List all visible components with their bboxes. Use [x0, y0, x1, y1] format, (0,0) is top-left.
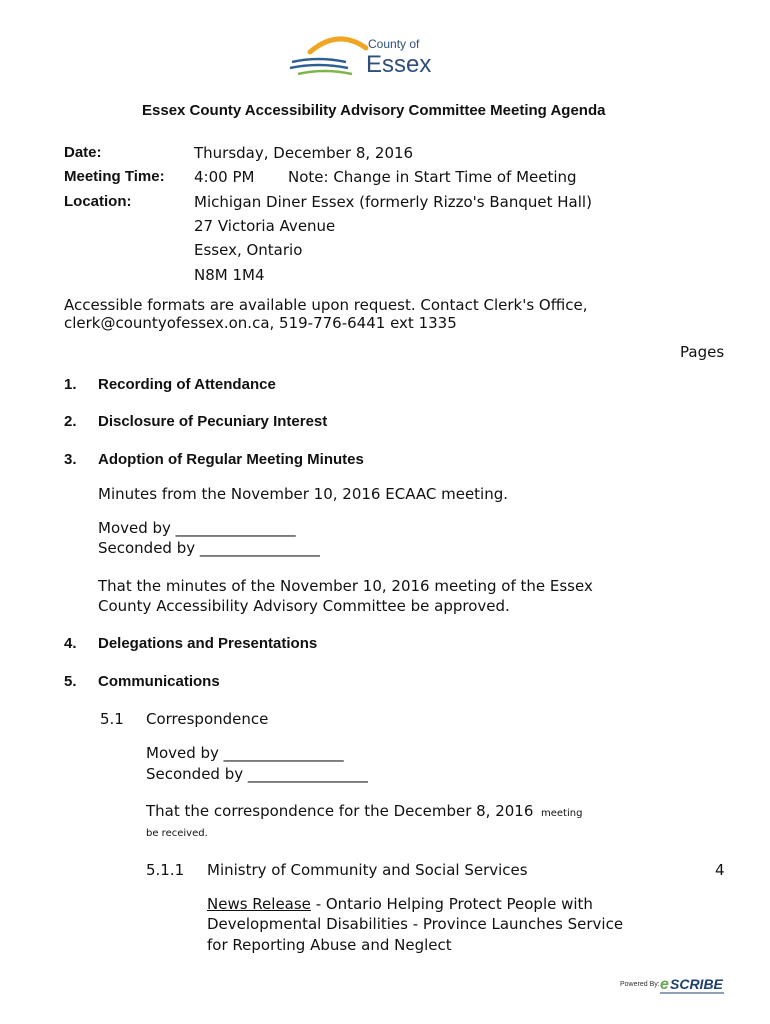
motion-small: be received. — [146, 828, 208, 839]
motion-line: That the correspondence for the December 8, 2016 — [146, 802, 534, 820]
page-title: Essex County Accessibility Advisory Committee Meeting Agenda — [142, 102, 606, 119]
accessible-line1: Accessible formats are available upon request. Contact Clerk's Office, — [64, 296, 588, 314]
accessible-line2: clerk@countyofessex.on.ca, 519-776-6441 ext 1335 — [64, 314, 457, 332]
location-line: Michigan Diner Essex (formerly Rizzo's Banquet Hall) — [194, 193, 592, 211]
motion-line: That the minutes of the November 10, 2016 meeting of the Essex — [98, 577, 593, 595]
subitem-number: 5.1.1 — [146, 861, 185, 879]
desc-line: Developmental Disabilities - Province Launches Service — [207, 915, 624, 933]
desc-line: for Reporting Abuse and Neglect — [207, 936, 452, 954]
item-title-communications: Communications — [98, 673, 220, 690]
date-value: Thursday, December 8, 2016 — [194, 144, 414, 162]
logo-line1: County of — [368, 37, 420, 51]
pages-header: Pages — [680, 343, 725, 361]
subitem-title-ministry: Ministry of Community and Social Services — [207, 861, 528, 879]
motion-small: meeting — [541, 808, 583, 819]
location-label: Location: — [64, 193, 132, 210]
page-number: 4 — [715, 861, 725, 879]
county-of-essex-logo — [288, 30, 438, 82]
moved-by: Moved by ________________ — [146, 744, 344, 762]
seconded-by: Seconded by ________________ — [146, 765, 368, 783]
seconded-by: Seconded by ________________ — [98, 539, 320, 557]
subitem-title-correspondence: Correspondence — [146, 710, 269, 728]
date-label: Date: — [64, 144, 102, 161]
item-number: 1. — [64, 376, 77, 393]
item-number: 3. — [64, 451, 77, 468]
minutes-text: Minutes from the November 10, 2016 ECAAC meeting. — [98, 485, 509, 503]
motion-line: County Accessibility Advisory Committee be approved. — [98, 597, 510, 615]
item-title-minutes: Adoption of Regular Meeting Minutes — [98, 451, 364, 468]
powered-by-text: Powered By: — [620, 981, 660, 988]
item-title-pecuniary: Disclosure of Pecuniary Interest — [98, 413, 328, 430]
escribe-brand: SCRIBE — [670, 976, 723, 992]
escribe-logo — [620, 973, 730, 999]
desc-line: - Ontario Helping Protect People with — [310, 895, 593, 913]
location-line: Essex, Ontario — [194, 241, 303, 259]
time-value: 4:00 PM — [194, 168, 255, 186]
subitem-number: 5.1 — [100, 710, 124, 728]
location-line: 27 Victoria Avenue — [194, 217, 336, 235]
moved-by: Moved by ________________ — [98, 519, 296, 537]
item-title-delegations: Delegations and Presentations — [98, 635, 318, 652]
svg-text:e: e — [660, 976, 669, 993]
item-number: 5. — [64, 673, 77, 690]
location-line: N8M 1M4 — [194, 266, 265, 284]
news-release-link[interactable]: News Release — [207, 895, 311, 913]
time-label: Meeting Time: — [64, 168, 165, 185]
item-number: 4. — [64, 635, 77, 652]
item-title-attendance: Recording of Attendance — [98, 376, 276, 393]
item-number: 2. — [64, 413, 77, 430]
time-note: Note: Change in Start Time of Meeting — [288, 168, 577, 186]
news-release-block — [207, 895, 593, 913]
logo-line2: Essex — [366, 51, 432, 78]
